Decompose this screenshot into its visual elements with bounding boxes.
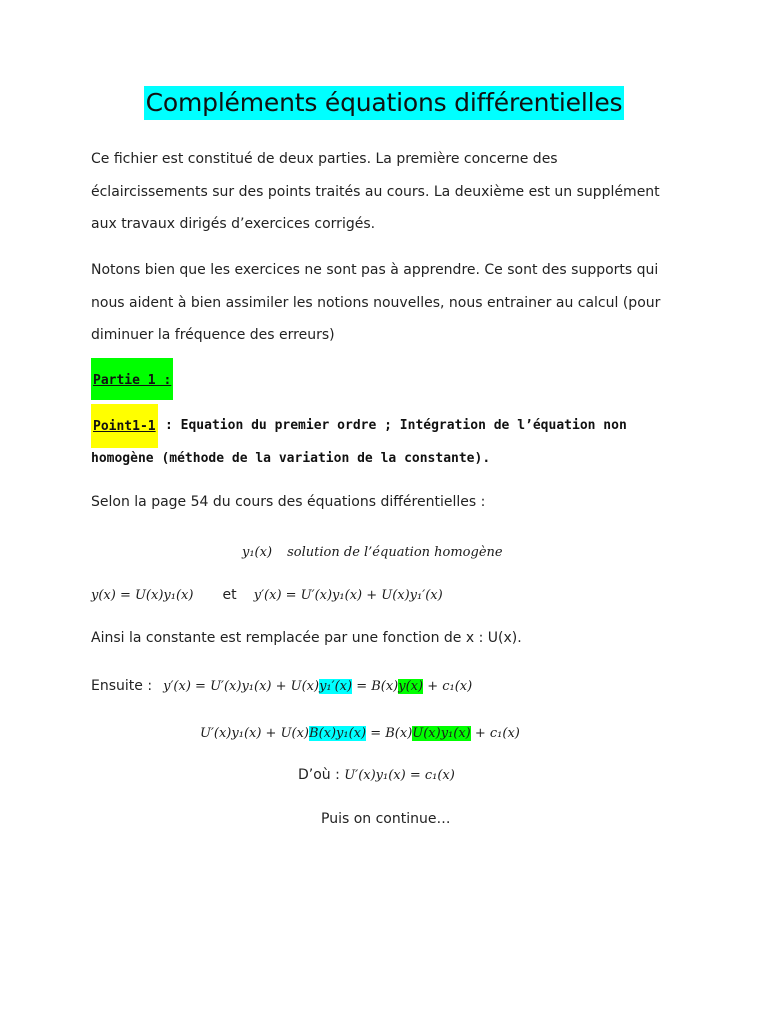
ensuite-line [91, 675, 472, 694]
title-container [0, 86, 768, 120]
document-title: Compléments équations différentielles [144, 86, 625, 120]
eq2-expr-3: + c₁(x) [470, 726, 520, 741]
equation-2-line [200, 722, 520, 741]
notons-line-1: Notons bien que les exercices ne sont pas à apprendre. Ce sont des supports qui [91, 262, 659, 278]
eq2-highlight-uy1: U(x)y₁(x) [412, 726, 471, 741]
ainsi-text: Ainsi la constante est remplacée par une fonction de x : U(x). [91, 630, 522, 646]
eq2-expr-2: = B(x) [366, 726, 413, 741]
notons-line-3: diminuer la fréquence des erreurs) [91, 327, 335, 343]
yprime-definition: y′(x) = U′(x)y₁(x) + U(x)y₁′(x) [253, 588, 443, 603]
ensuite-highlight-y1prime: y₁′(x) [319, 679, 353, 694]
dou-label: D’où : [298, 767, 345, 783]
intro-line-1: Ce fichier est constitué de deux parties. La première concerne des [91, 151, 558, 167]
point-heading-line-2: homogène (méthode de la variation de la constante). [91, 451, 491, 466]
et-word: et [222, 587, 237, 603]
y-definition-line [91, 584, 443, 603]
y1-expression: y₁(x) [242, 545, 273, 560]
point-label: Point1-1 [91, 404, 158, 448]
partie-label: Partie 1 : [91, 358, 173, 400]
y-definition: y(x) = U(x)y₁(x) [91, 588, 194, 603]
y1-solution-line [242, 541, 503, 560]
intro-line-3: aux travaux dirigés d’exercices corrigés. [91, 216, 376, 232]
eq2-expr-1: U′(x)y₁(x) + U(x) [200, 726, 310, 741]
intro-paragraph [91, 143, 681, 241]
selon-text: Selon la page 54 du cours des équations différentielles : [91, 494, 486, 510]
notons-paragraph [91, 254, 681, 352]
eq2-highlight-by1: B(x)y₁(x) [309, 726, 367, 741]
dou-expression: U′(x)y₁(x) = c₁(x) [344, 768, 455, 783]
puis-text: Puis on continue… [321, 811, 451, 827]
ensuite-expr-3: + c₁(x) [423, 679, 473, 694]
notons-line-2: nous aident à bien assimiler les notions nouvelles, nous entrainer au calcul (pour [91, 294, 661, 311]
point-heading-line-1: : Equation du premier ordre ; Intégration de l’équation non [165, 418, 627, 433]
ensuite-expr-1: y′(x) = U′(x)y₁(x) + U(x) [163, 679, 320, 694]
ensuite-label: Ensuite : [91, 678, 153, 694]
dou-line [298, 764, 455, 783]
intro-line-2: éclaircissements sur des points traités au cours. La deuxième est un supplément [91, 183, 660, 200]
y1-description: solution de l’équation homogène [287, 545, 503, 560]
ensuite-expr-2: = B(x) [352, 679, 399, 694]
ensuite-highlight-y: y(x) [398, 679, 424, 694]
